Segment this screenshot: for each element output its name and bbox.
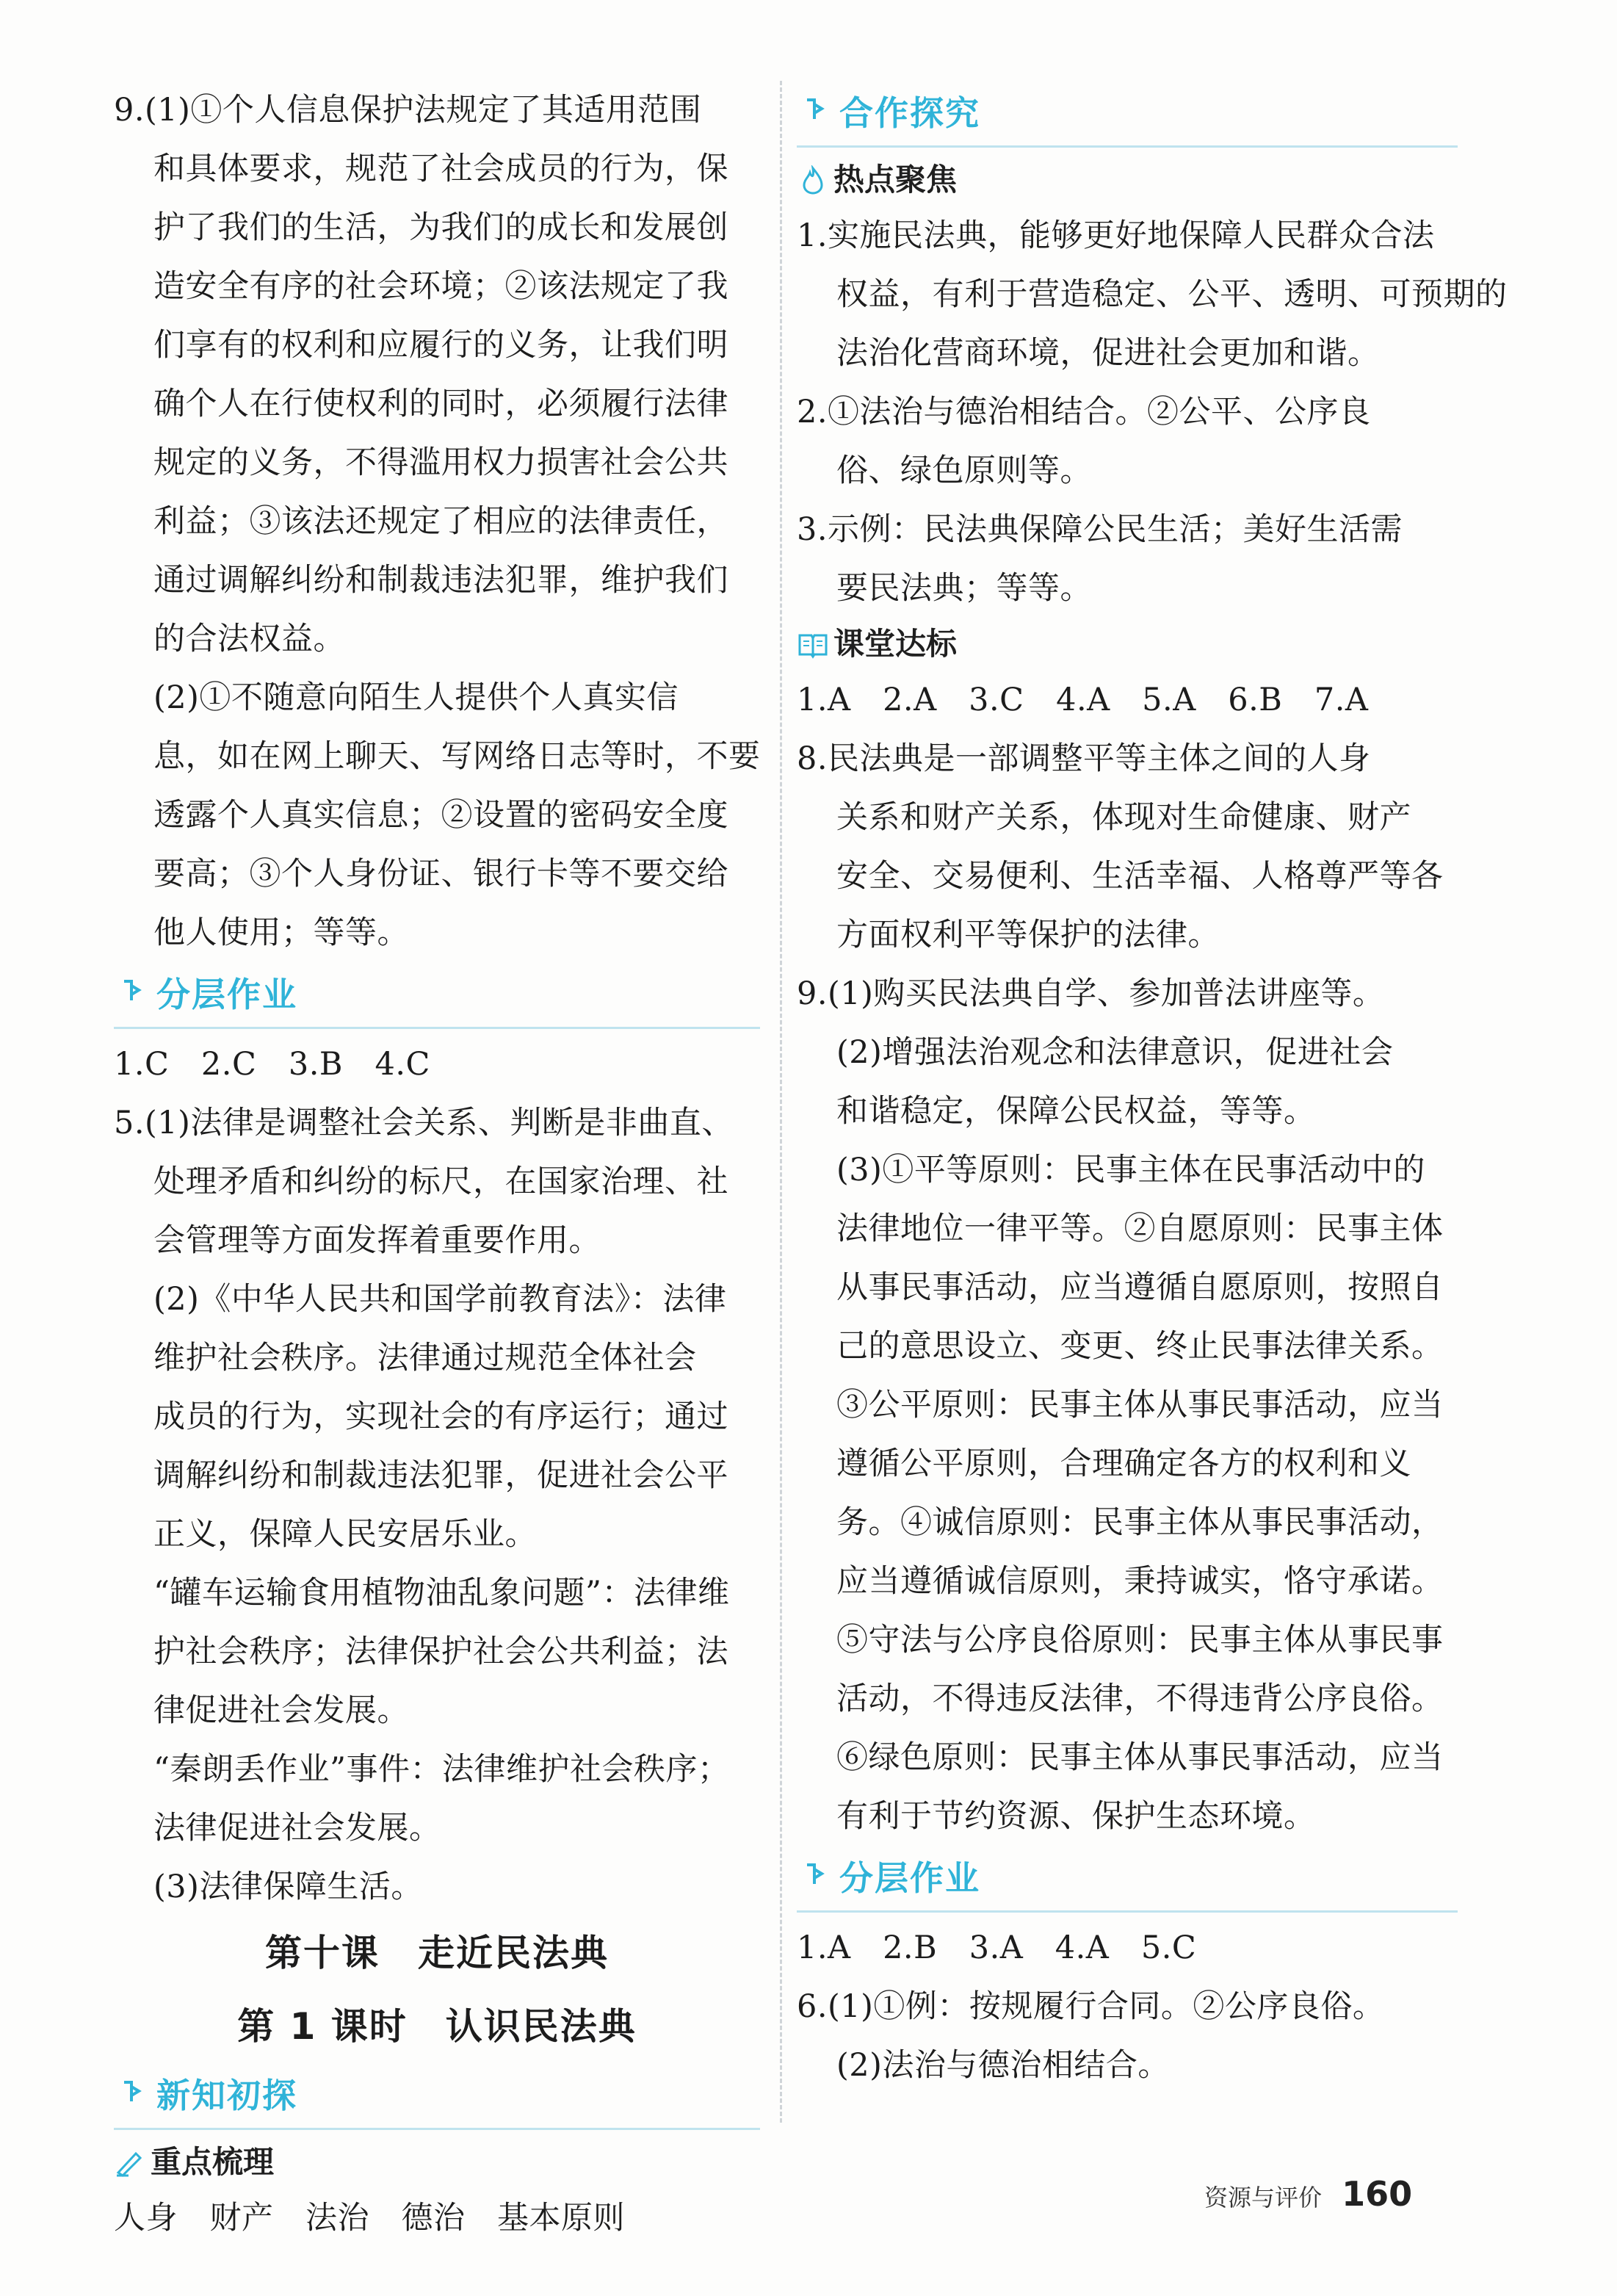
text-line: 息，如在网上聊天、写网络日志等时，不要	[153, 738, 761, 775]
text-line: “罐车运输食用植物油乱象问题”：法律维	[153, 1575, 730, 1611]
subsection-zhongdian	[114, 2136, 760, 2189]
section-header-fenceng	[114, 965, 760, 1029]
left-column	[114, 81, 760, 2248]
text-line: 和具体要求，规范了社会成员的行为，保	[153, 151, 728, 187]
text-line: 法治化营商环境，促进社会更加和谐。	[836, 335, 1380, 372]
lesson-title: 第 1 课时 认识民法典	[237, 2005, 637, 2048]
section-title: 分层作业	[156, 975, 297, 1014]
text-line: 通过调解纠纷和制裁违法犯罪，维护我们	[153, 562, 728, 599]
text-line: ⑥绿色原则：民事主体从事民事活动，应当	[836, 1739, 1444, 1776]
text-line: 维护社会秩序。法律通过规范全体社会	[153, 1340, 697, 1376]
text-line: 6.(1)①例：按规履行合同。②公序良俗。	[797, 1988, 1385, 2025]
section-header-xinzhi	[114, 2066, 760, 2130]
text-line: 俗、绿色原则等。	[836, 452, 1092, 489]
text-line: “秦朗丢作业”事件：法律维护社会秩序；	[153, 1751, 730, 1788]
text-line: (3)①平等原则：民事主体在民事活动中的	[836, 1152, 1425, 1188]
text-line: 安全、交易便利、生活幸福、人格尊严等各	[836, 858, 1444, 895]
text-line: 关系和财产关系，体现对生命健康、财产	[836, 799, 1411, 836]
subsection-redian	[797, 154, 1458, 206]
text-line: 8.民法典是一部调整平等主体之间的人身	[797, 740, 1371, 777]
text-line: 要高；③个人身份证、银行卡等不要交给	[153, 856, 728, 892]
answer-line: 1.C 2.C 3.B 4.C	[114, 1046, 430, 1083]
text-line: 会管理等方面发挥着重要作用。	[153, 1222, 601, 1259]
text-line: 们享有的权利和应履行的义务，让我们明	[153, 327, 728, 364]
book-icon	[797, 629, 829, 659]
text-line: 法律促进社会发展。	[153, 1810, 441, 1846]
text-line: 确个人在行使权利的同时，必须履行法律	[153, 386, 728, 422]
text-line: 护了我们的生活，为我们的成长和发展创	[153, 209, 728, 246]
right-column	[797, 81, 1508, 2095]
text-line: 9.(1)购买民法典自学、参加普法讲座等。	[797, 975, 1385, 1012]
question-9-block	[114, 81, 760, 962]
subsection-title: 课堂达标	[833, 626, 958, 662]
section-marker-icon	[804, 1862, 826, 1887]
subsection-ketang	[797, 618, 1458, 671]
text-line: 要民法典；等等。	[836, 570, 1092, 607]
text-line: 的合法权益。	[153, 621, 345, 657]
footer-text: 资源与评价	[1204, 2184, 1323, 2212]
text-line: 3.示例：民法典保障公民生活；美好生活需	[797, 511, 1403, 548]
text-line: 1.实施民法典，能够更好地保障人民群众合法	[797, 217, 1435, 254]
section-marker-icon	[804, 97, 826, 122]
page-footer	[1204, 2174, 1412, 2218]
text-line: 法律地位一律平等。②自愿原则：民事主体	[836, 1210, 1444, 1247]
section-marker-icon	[121, 978, 143, 1003]
text-line: 律促进社会发展。	[153, 1692, 409, 1729]
text-line: 成员的行为，实现社会的有序运行；通过	[153, 1398, 728, 1435]
text-line: 调解纠纷和制裁违法犯罪，促进社会公平	[153, 1457, 728, 1494]
hot-topic-block	[797, 206, 1508, 618]
section-title: 分层作业	[839, 1858, 980, 1898]
text-line: ⑤守法与公序良俗原则：民事主体从事民事	[836, 1622, 1444, 1658]
question-5-block	[114, 1094, 760, 1916]
text-line: 正义，保障人民安居乐业。	[153, 1516, 537, 1553]
text-line: 从事民事活动，应当遵循自愿原则，按照自	[836, 1269, 1444, 1306]
section-marker-icon	[121, 2079, 143, 2104]
text-line: 5.(1)法律是调整社会关系、判断是非曲直、	[114, 1105, 734, 1141]
text-line: (2)《中华人民共和国学前教育法》：法律	[153, 1281, 727, 1318]
class-answers-block	[797, 729, 1458, 1846]
text-line: 权益，有利于营造稳定、公平、透明、可预期的	[836, 276, 1508, 313]
subsection-title: 热点聚焦	[833, 162, 958, 198]
text-line: 利益；③该法还规定了相应的法律责任，	[153, 503, 728, 540]
flame-icon	[797, 165, 829, 195]
text-line: 方面权利平等保护的法律。	[836, 917, 1220, 953]
text-line: 处理矛盾和纠纷的标尺，在国家治理、社	[153, 1163, 728, 1200]
text-line: 护社会秩序；法律保护社会公共利益；法	[153, 1633, 728, 1670]
text-line: 规定的义务，不得滥用权力损害社会公共	[153, 444, 728, 481]
column-divider	[780, 81, 782, 2123]
page-number: 160	[1342, 2174, 1413, 2214]
answer-line: 1.A 2.A 3.C 4.A 5.A 6.B 7.A	[797, 682, 1369, 718]
text-line: 己的意思设立、变更、终止民事法律关系。	[836, 1328, 1444, 1365]
text-line: 2.①法治与德治相结合。②公平、公序良	[797, 394, 1371, 430]
text-line: 和谐稳定，保障公民权益，等等。	[836, 1093, 1316, 1130]
section-title: 合作探究	[839, 93, 980, 133]
text-line: 透露个人真实信息；②设置的密码安全度	[153, 797, 728, 834]
text-line: (2)①不随意向陌生人提供个人真实信	[153, 679, 679, 716]
text-line: 他人使用；等等。	[153, 914, 409, 951]
answer-line: 1.A 2.B 3.A 4.A 5.C	[797, 1929, 1197, 1966]
text-line: 应当遵循诚信原则，秉持诚实，恪守承诺。	[836, 1563, 1444, 1600]
section-header-fenceng-right	[797, 1849, 1458, 1913]
text-line: 遵循公平原则，合理确定各方的权利和义	[836, 1445, 1411, 1482]
text-line: 9.(1)①个人信息保护法规定了其适用范围	[114, 92, 702, 129]
text-line: ③公平原则：民事主体从事民事活动，应当	[836, 1387, 1444, 1423]
text-line: 活动，不得违反法律，不得违背公序良俗。	[836, 1681, 1444, 1717]
text-line: 造安全有序的社会环境；②该法规定了我	[153, 268, 728, 305]
text-line: (3)法律保障生活。	[153, 1869, 423, 1905]
section-header-hezuo	[797, 84, 1458, 148]
text-line: 有利于节约资源、保护生态环境。	[836, 1798, 1316, 1835]
text-line: (2)增强法治观念和法律意识，促进社会	[836, 1034, 1394, 1071]
chapter-title: 第十课 走近民法典	[265, 1932, 609, 1974]
keywords-line: 人身 财产 法治 德治 基本原则	[114, 2200, 625, 2237]
subsection-title: 重点梳理	[151, 2144, 275, 2180]
text-line: 务。④诚信原则：民事主体从事民事活动，	[836, 1504, 1444, 1541]
section-title: 新知初探	[156, 2076, 297, 2115]
text-line: (2)法治与德治相结合。	[836, 2047, 1170, 2084]
pen-icon	[114, 2148, 146, 2177]
